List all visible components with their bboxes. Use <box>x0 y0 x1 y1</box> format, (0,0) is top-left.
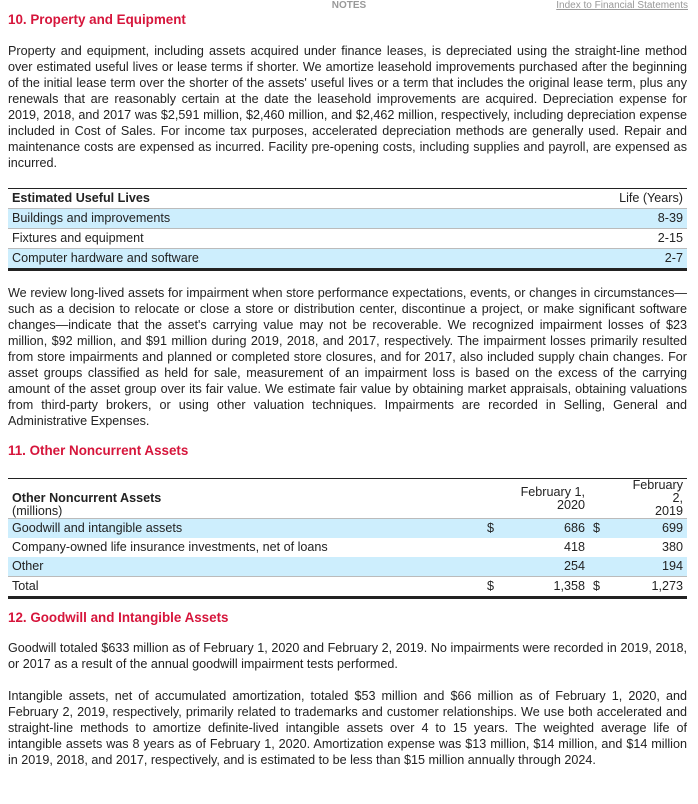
section-10-paragraph-1: Property and equipment, including assets acquired under finance leases, is depreciated using the straight-line method over estimated useful lives or lease terms if shorter. We amortize leasehold improvements purchased after the beginning of the initial lease term over the shorter of the assets' useful lives or a term that includes the original lease term, plus any renewals that are reasonably certain at the date the leasehold improvements are acquired. Depreciation expense for 2019, 2018, and 2017 was $2,591 million, $2,460 million, and $2,462 million, respectively, including depreciation expense included in Cost of Sales. For income tax purposes, accelerated depreciation methods are generally used. Repair and maintenance costs are expensed as incurred. Facility pre-opening costs, including supplies and payroll, are expensed as incurred. <box>8 44 687 170</box>
section-10-paragraph-2: We review long-lived assets for impairment when store performance expectations, events, or changes in circumstances—such as a decision to relocate or close a store or distribution center, discontinue a project, or make significant software changes—indicate that the asset's carrying value may not be recoverable. We recognized impairment losses of $23 million, $92 million, and $91 million during 2019, 2018, and 2017, respectively. The impairment losses primarily resulted from store impairments and planned or completed store closures, and for 2017, also included supply chain changes. For asset groups classified as held for sale, measurement of an impairment loss is based on the excess of the carrying amount of the asset group over its fair value. We estimate fair value by obtaining market appraisals, obtaining valuations from third-party brokers, or using other valuation techniques. Impairments are recorded in Selling, General and Administrative Expenses. <box>8 286 687 428</box>
table-row: Buildings and improvements 8-39 <box>8 209 687 229</box>
section-12-title: 12. Goodwill and Intangible Assets <box>8 610 229 625</box>
section-12-paragraph-2: Intangible assets, net of accumulated amortization, totaled $53 million and $66 million as of February 1, 2020, and February 2, 2019, respectively, primarily related to trademarks and customer relationships. We use both accelerated and straight-line methods to amortize definite-lived intangible assets over 4 to 15 years. The weighted average life of intangible assets was 8 years as of February 1, 2020. Amortization expense was $13 million, $14 million, and $14 million in 2019, 2018, and 2017, respectively, and is estimated to be less than $15 million annually through 2024. <box>8 689 687 767</box>
other-noncurrent-assets-table: Other Noncurrent Assets (millions) February 1, 2020 February 2, 2019 Goodwill and intangible assets $ 686 $ 699 Company-owned life insurance investments, net of loans 418 380 Other 254 194 Total $ 1,358 $ 1,273 <box>8 478 687 599</box>
table-subheader: (millions) <box>12 504 63 518</box>
table-header: Life (Years) <box>619 191 683 205</box>
table-header: Estimated Useful Lives <box>12 191 150 205</box>
table-row: Company-owned life insurance investments, net of loans 418 380 <box>12 540 683 554</box>
table-row-total: Total $ 1,358 $ 1,273 <box>8 577 687 598</box>
section-11-title: 11. Other Noncurrent Assets <box>8 443 189 458</box>
table-row: Fixtures and equipment 2-15 <box>8 229 687 249</box>
table-header: Other Noncurrent Assets <box>12 491 162 505</box>
table-row: Other 254 194 <box>8 557 687 577</box>
table-row: Computer hardware and software 2-7 <box>8 249 687 270</box>
section-10-title: 10. Property and Equipment <box>8 12 186 27</box>
useful-lives-table <box>8 188 687 271</box>
index-to-financial-statements-link[interactable]: Index to Financial Statements <box>556 0 688 11</box>
table-row: Goodwill and intangible assets $ 686 $ 699 <box>8 519 687 539</box>
page-header-notes: NOTES <box>331 0 367 11</box>
section-12-paragraph-1: Goodwill totaled $633 million as of February 1, 2020 and February 2, 2019. No impairments were recorded in 2019, 2018, or 2017 as a result of the annual goodwill impairment tests performed. <box>8 641 687 671</box>
